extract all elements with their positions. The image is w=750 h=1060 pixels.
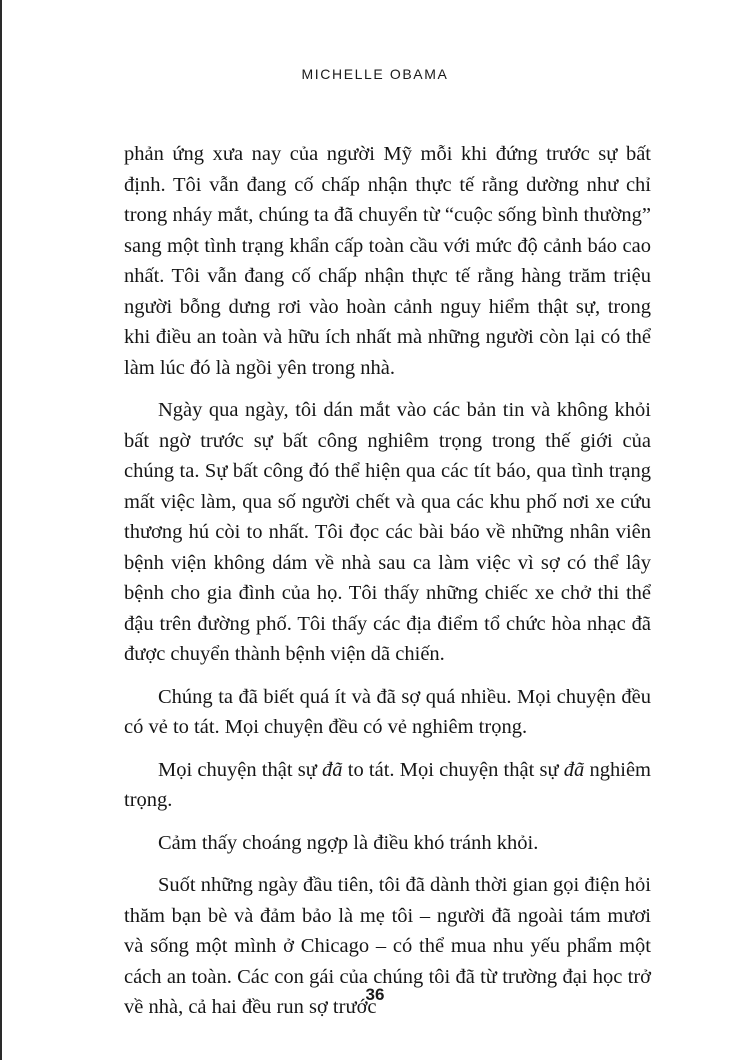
paragraph: Chúng ta đã biết quá ít và đã sợ quá nhiều. Mọi chuyện đều có vẻ to tát. Mọi chuyện đều có vẻ nghiêm trọng.: [124, 685, 651, 738]
paragraph: [124, 755, 651, 816]
paragraph-text: nghiêm trọng.: [124, 758, 651, 811]
page-number: 36: [365, 985, 385, 1004]
paragraph-text: to tát. Mọi chuyện thật sự: [342, 758, 564, 781]
paragraph: Ngày qua ngày, tôi dán mắt vào các bản tin và không khỏi bất ngờ trước sự bất công nghiêm trọng trong thế giới của chúng ta. Sự bất công đó thể hiện qua các tít báo, qua tình trạng mất việc làm, qua số người chết và qua các khu phố nơi xe cứu thương hú còi to nhất. Tôi đọc các bài báo về những nhân viên bệnh viện không dám về nhà sau ca làm việc vì sợ có thể lây bệnh cho gia đình của họ. Tôi thấy những chiếc xe chở thi thể đậu trên đường phố. Tôi thấy các địa điểm tổ chức hòa nhạc đã được chuyển thành bệnh viện dã chiến.: [124, 399, 651, 665]
emphasis-text: đã: [563, 758, 585, 781]
emphasis-text: đã: [322, 758, 343, 781]
paragraph-text: Mọi chuyện thật sự: [158, 758, 323, 781]
paragraph: Suốt những ngày đầu tiên, tôi đã dành thời gian gọi điện hỏi thăm bạn bè và đảm bảo là mẹ tôi – người đã ngoài tám mươi và sống một mình ở Chicago – có thể mua nhu yếu phẩm một cách an toàn. Các con gái của chúng tôi đã từ trường đại học trở về nhà, cả hai đều run sợ trước: [124, 874, 651, 1018]
running-header: MICHELLE OBAMA: [301, 66, 449, 82]
body-text: [124, 139, 651, 1023]
paragraph: Cảm thấy choáng ngợp là điều khó tránh khỏi.: [158, 831, 539, 854]
page-left-edge: [0, 0, 2, 1060]
paragraph: phản ứng xưa nay của người Mỹ mỗi khi đứng trước sự bất định. Tôi vẫn đang cố chấp nhận thực tế rằng dường như chỉ trong nháy mắt, chúng ta đã chuyển từ “cuộc sống bình thường” sang một tình trạng khẩn cấp toàn cầu với mức độ cảnh báo cao nhất. Tôi vẫn đang cố chấp nhận thực tế rằng hàng trăm triệu người bỗng dưng rơi vào hoàn cảnh nguy hiểm thật sự, trong khi điều an toàn và hữu ích nhất mà những người còn lại có thể làm lúc đó là ngồi yên trong nhà.: [124, 143, 651, 379]
